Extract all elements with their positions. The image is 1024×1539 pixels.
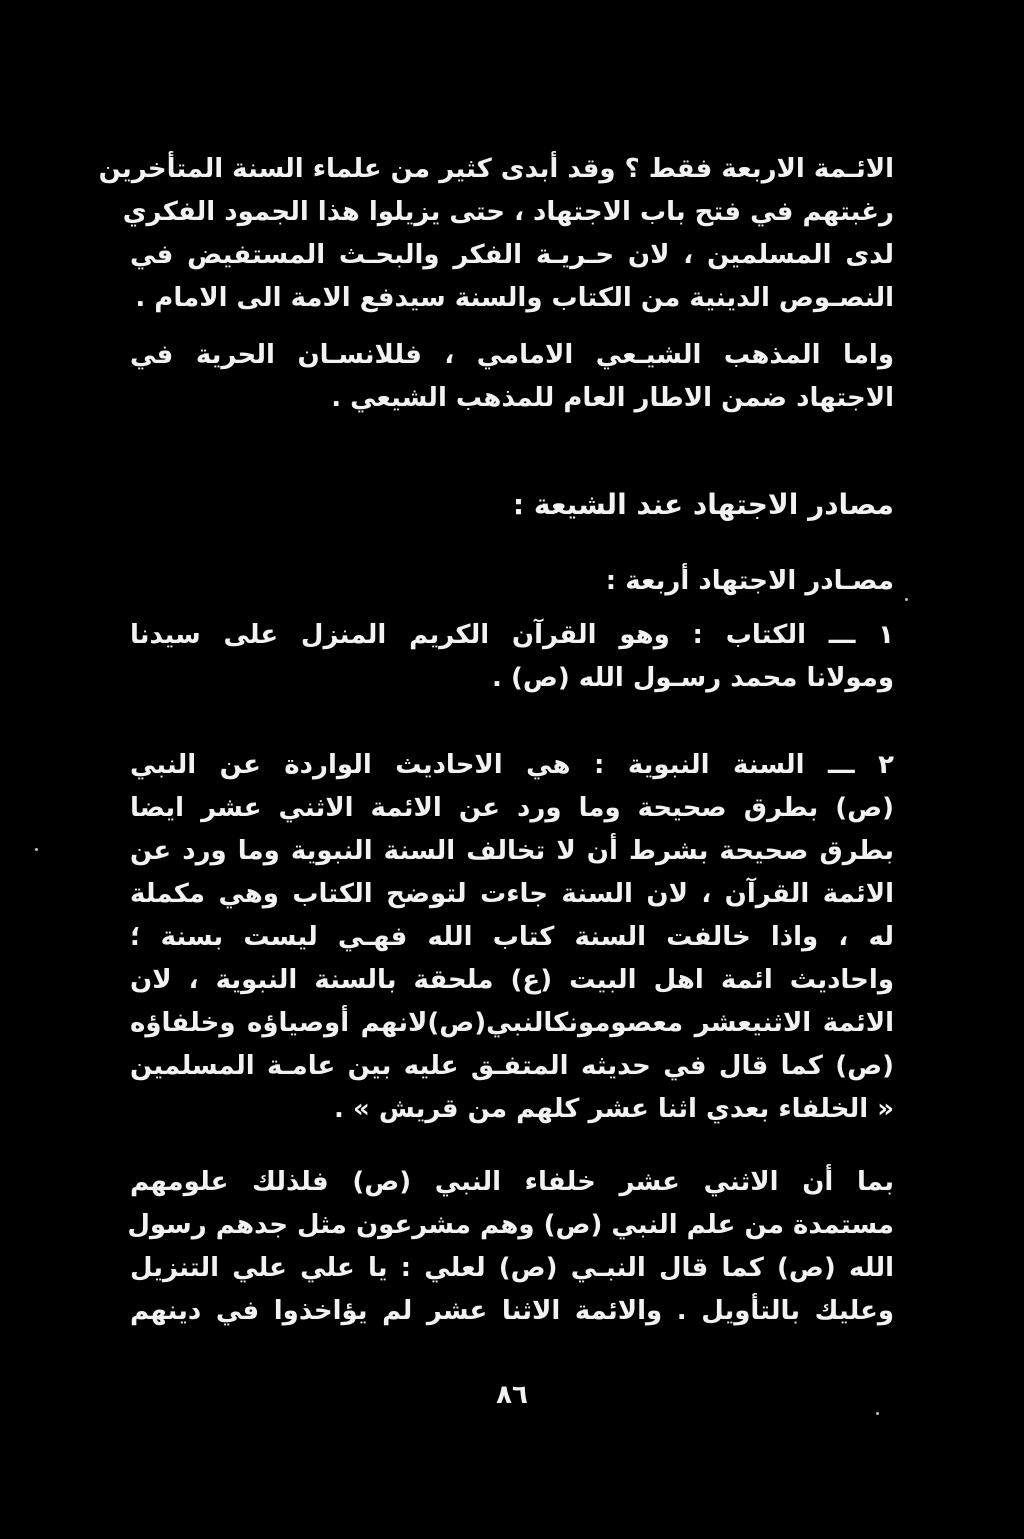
list-item-book (130, 614, 894, 700)
text-line: ١ ـــ الكتاب : وهو القرآن الكريم المنزل على سيدنا (130, 620, 894, 650)
text-line: وعليك بالتأويل . والائمة الاثنا عشر لم يؤاخذوا في دينهم (130, 1296, 894, 1326)
text-line: بما أن الاثني عشر خلفاء النبي (ص) فلذلك علومهم (130, 1167, 894, 1197)
text-line: له ، واذا خالفت السنة كتاب الله فهـي ليست بسنة ؛ (130, 922, 894, 952)
text-line: ومولانا محمد رسـول الله (ص) . (492, 663, 894, 693)
text-line: واحاديث ائمة اهل البيت (ع) ملحقة بالسنة النبوية ، لان (130, 965, 894, 995)
text-line: الله (ص) كما قال النبـي (ص) لعلي : يا علي علي التنزيل (130, 1253, 894, 1283)
text-line: « الخلفاء بعدي اثنا عشر كلهم من قريش » . (334, 1094, 894, 1124)
text-line: الائمة الاثنيعشر معصومونكالنبي(ص)لانهم أوصياؤه وخلفاؤه (130, 1008, 894, 1038)
text-line: (ص) كما قال في حديثه المتفـق عليه بين عامـة المسلمين (130, 1051, 894, 1081)
text-line: لدى المسلمين ، لان حـريـة الفكر والبحـث المستفيض في (130, 240, 894, 270)
text-line: (ص) بطرق صحيحة وما ورد عن الائمة الاثني عشر ايضا (130, 793, 894, 823)
paragraph-imams (127, 1161, 894, 1333)
paragraph-ijtihad-sunni (98, 148, 894, 320)
section-heading: مصادر الاجتهاد عند الشيعة : (512, 488, 894, 521)
text-line: بطرق صحيحة بشرط أن لا تخالف السنة النبوية وما ورد عن (130, 836, 894, 866)
text-line: واما المذهب الشيـعي الامامي ، فللانسـان الحرية في (130, 340, 894, 370)
page-number: ٨٦ (496, 1380, 528, 1410)
paragraph-ijtihad-shia (130, 334, 894, 420)
text-line: رغبتهم في فتح باب الاجتهاد ، حتى يزيلوا هذا الجمود الفكري (122, 197, 894, 227)
section-subheading: مصـادر الاجتهاد أربعة : (605, 566, 894, 596)
scan-speck (876, 1412, 879, 1415)
text-line: الائـمة الاربعة فقط ؟ وقد أبدى كثير من علماء السنة المتأخرين (98, 154, 894, 184)
text-line: النصـوص الدينية من الكتاب والسنة سيدفع الامة الى الامام . (135, 283, 894, 313)
text-line: ٢ ـــ السنة النبوية : هي الاحاديث الواردة عن النبي (130, 750, 894, 780)
text-line: مستمدة من علم النبي (ص) وهم مشرعون مثل جدهم رسول (127, 1210, 894, 1240)
list-item-sunnah (130, 744, 894, 1131)
text-line: الائمة القرآن ، لان السنة جاءت لتوضح الكتاب وهي مكملة (130, 879, 894, 909)
text-line: الاجتهاد ضمن الاطار العام للمذهب الشيعي . (331, 383, 894, 413)
scan-speck (35, 848, 38, 851)
scan-speck (905, 598, 908, 601)
